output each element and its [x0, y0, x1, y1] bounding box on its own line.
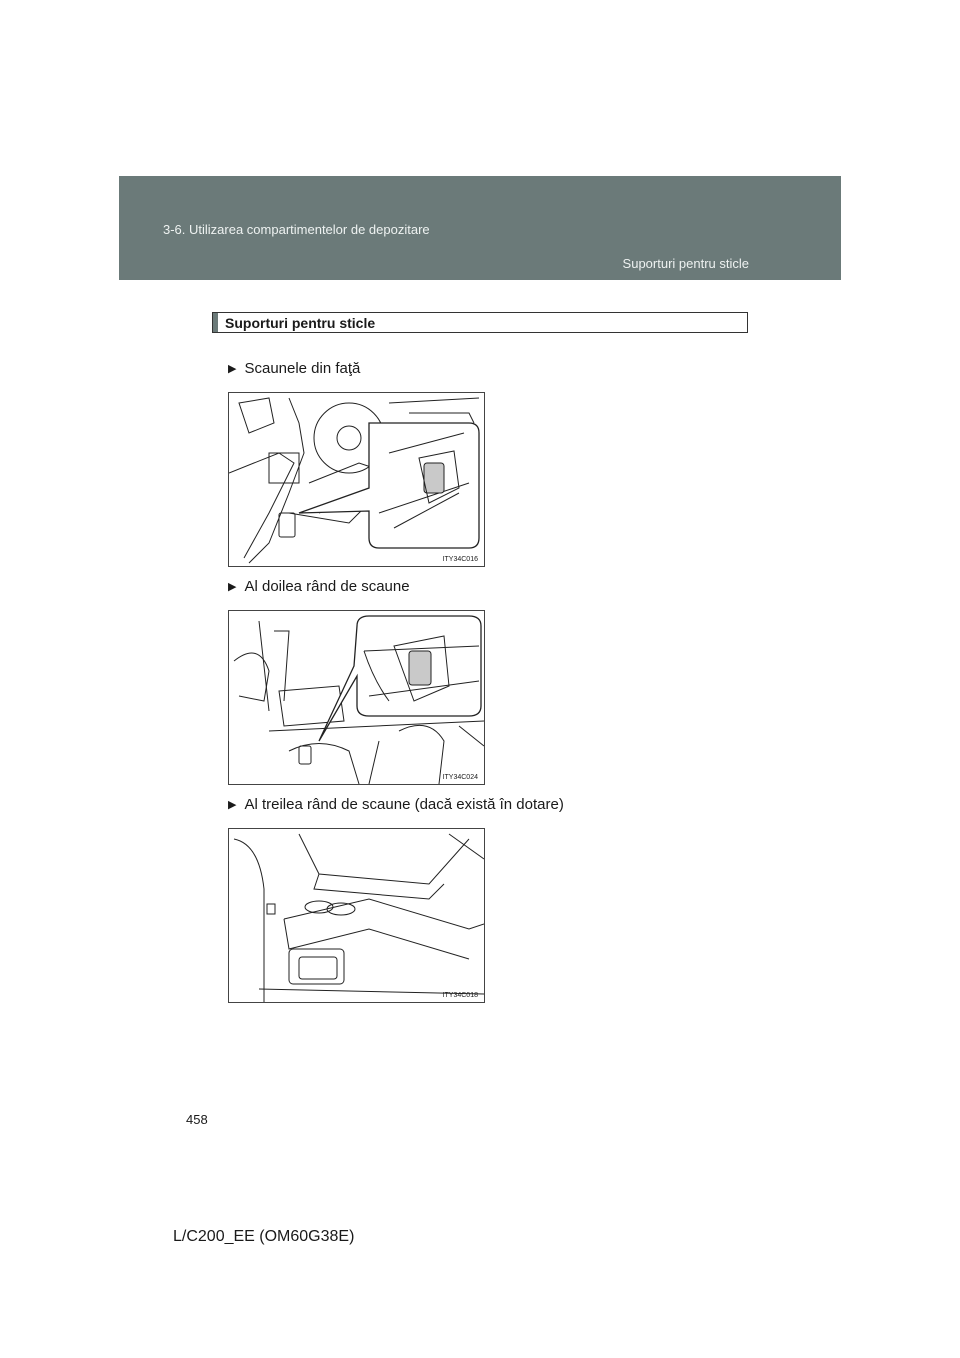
figure-second-row	[228, 610, 485, 785]
model-code: L/C200_EE (OM60G38E)	[173, 1228, 355, 1245]
second-row-cupholder-illustration	[229, 611, 484, 784]
list-item-front-seats	[228, 360, 360, 377]
heading-accent-bar	[213, 313, 218, 332]
figure-code: ITY34C018	[442, 992, 478, 999]
figure-front-seats	[228, 392, 485, 567]
page-number: 458	[186, 1112, 208, 1127]
section-heading	[212, 312, 748, 333]
item-label: Al treilea rând de scaune (dacă există în dotare)	[244, 796, 564, 813]
list-item-second-row	[228, 578, 410, 595]
chapter-title: 3-6. Utilizarea compartimentelor de depozitare	[163, 222, 430, 237]
front-cupholder-illustration	[229, 393, 484, 566]
figure-third-row	[228, 828, 485, 1003]
list-item-third-row	[228, 796, 564, 813]
figure-code: ITY34C016	[442, 556, 478, 563]
triangle-bullet-icon: ▶	[228, 363, 237, 375]
page-header	[119, 176, 841, 280]
third-row-cupholder-illustration	[229, 829, 484, 1002]
triangle-bullet-icon: ▶	[228, 581, 237, 593]
item-label: Scaunele din faţă	[244, 360, 361, 377]
section-name: Suporturi pentru sticle	[622, 256, 749, 271]
triangle-bullet-icon: ▶	[228, 799, 237, 811]
figure-code: ITY34C024	[442, 774, 478, 781]
section-heading-text: Suporturi pentru sticle	[225, 315, 376, 331]
item-label: Al doilea rând de scaune	[244, 578, 410, 595]
